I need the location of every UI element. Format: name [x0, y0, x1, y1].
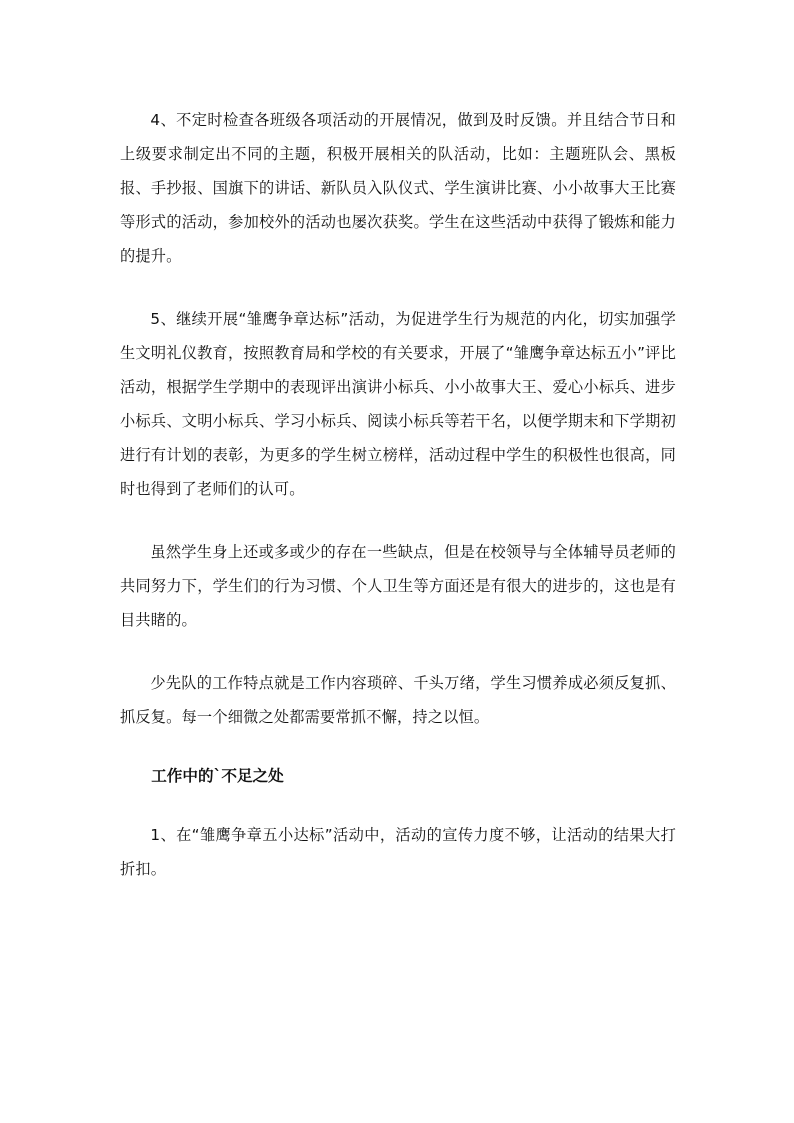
- paragraph-item-4: 4、不定时检查各班级各项活动的开展情况，做到及时反馈。并且结合节日和上级要求制定出不同的主题，积极开展相关的队活动，比如：主题班队会、黑板报、手抄报、国旗下的讲话、新队员入队仪式、学生演讲比赛、小小故事大王比赛等形式的活动，参加校外的活动也屡次获奖。学生在这些活动中获得了锻炼和能力的提升。: [120, 111, 676, 265]
- paragraph-work-traits: 少先队的工作特点就是工作内容琐碎、千头万绪，学生习惯养成必须反复抓、抓反复。每一个细微之处都需要常抓不懈，持之以恒。: [120, 674, 676, 726]
- paragraph-spacer: [120, 793, 676, 818]
- section-heading: 工作中的`不足之处: [151, 767, 284, 785]
- paragraph-spacer: [120, 273, 676, 302]
- document-page: [120, 103, 676, 886]
- paragraph-spacer: [120, 506, 676, 535]
- paragraph-spacer: [120, 637, 676, 666]
- paragraph-progress: 虽然学生身上还或多或少的存在一些缺点，但是在校领导与全体辅导员老师的共同努力下，学生们的行为习惯、个人卫生等方面还是有很大的进步的，这也是有目共睹的。: [120, 543, 676, 629]
- paragraph-item-5: 5、继续开展“雏鹰争章达标”活动，为促进学生行为规范的内化，切实加强学生文明礼仪教育，按照教育局和学校的有关要求，开展了“雏鹰争章达标五小”评比活动，根据学生学期中的表现评出演讲小标兵、小小故事大王、爱心小标兵、进步小标兵、文明小标兵、学习小标兵、阅读小标兵等若干名，以便学期末和下学期初进行有计划的表彰，为更多的学生树立榜样，活动过程中学生的积极性也很高，同时也得到了老师们的认可。: [120, 310, 676, 498]
- paragraph-shortcoming-1: 1、在“雏鹰争章五小达标”活动中，活动的宣传力度不够，让活动的结果大打折扣。: [120, 826, 676, 878]
- paragraph-spacer: [120, 734, 676, 759]
